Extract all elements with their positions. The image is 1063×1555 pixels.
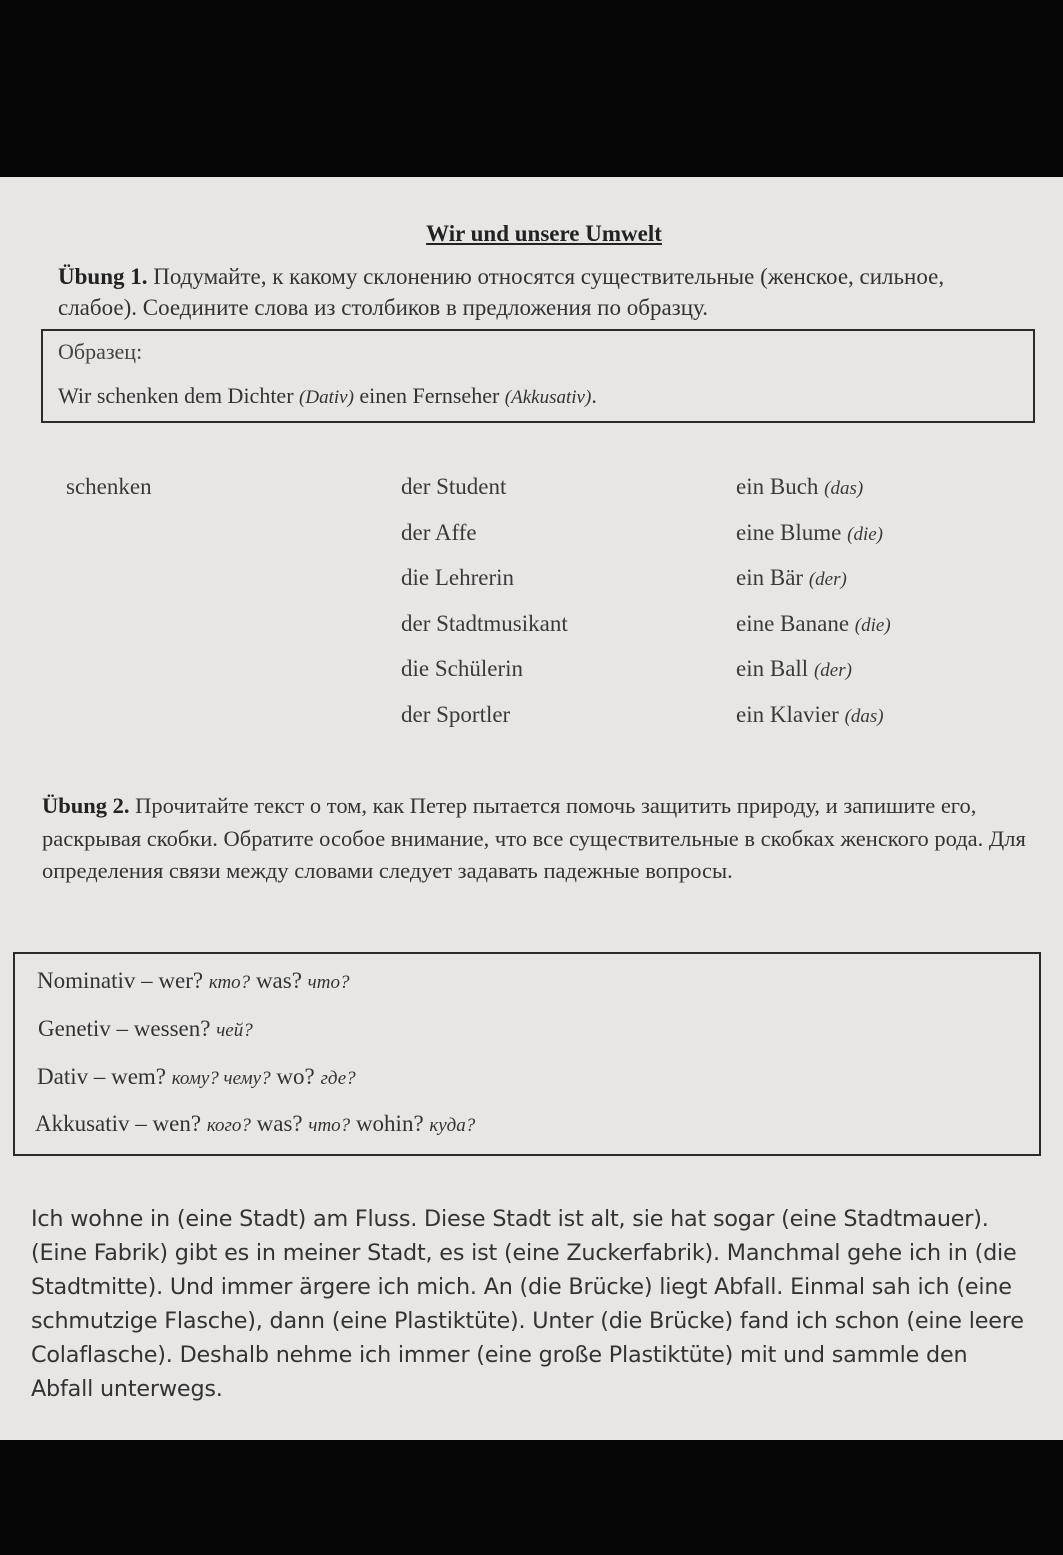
object-noun: ein Ball [736, 656, 809, 682]
case-text: Nominativ – wer? [37, 968, 209, 993]
persons-column [401, 464, 568, 738]
verb-column [66, 464, 152, 510]
object-gender: (die) [854, 614, 891, 636]
case-text: wo? [270, 1064, 321, 1089]
object-word [736, 646, 891, 692]
sample-box [41, 329, 1035, 423]
exercise-2-passage: Ich wohne in (eine Stadt) am Fluss. Diese Stadt ist alt, sie hat sogar (eine Stadtmauer). (Eine Fabrik) gibt es in meiner Stadt, es ist (eine Zuckerfabrik). Manchmal gehe ich in (die Stadtmitte). Und immer ärgere ich mich. An (die Brücke) liegt Abfall. Einmal sah ich (eine schmutzige Flasche), dann (eine Plastiktüte). Unter (die Brücke) fand ich schon (eine leere Colaflasche). Deshalb nehme ich immer (eine große Plastiktüte) mit und sammle den Abfall unterwegs. [31, 1206, 1024, 1402]
case-questions-box [13, 952, 1041, 1156]
page-title: Wir und unsere Umwelt [426, 221, 662, 246]
case-akkusativ [35, 1111, 475, 1137]
exercise-2-instruction [42, 790, 1032, 888]
sample-part: Wir schenken dem Dichter [58, 383, 300, 408]
case-text: Akkusativ – wen? [35, 1111, 207, 1136]
object-word [736, 510, 891, 556]
person-word: die Schülerin [401, 656, 523, 682]
case-question-ru: куда? [429, 1115, 476, 1136]
case-nominativ [37, 968, 349, 994]
case-text: was? [250, 968, 308, 993]
case-question-ru: где? [320, 1068, 356, 1089]
sample-label: Образец: [58, 339, 143, 364]
case-question-ru: что? [307, 972, 350, 993]
case-question-ru: что? [308, 1115, 351, 1136]
object-noun: eine Blume [736, 519, 842, 545]
person-word: der Stadtmusikant [401, 610, 568, 636]
sample-case-dativ: (Dativ) [299, 387, 354, 408]
object-noun: ein Klavier [736, 701, 839, 727]
exercise-1-instruction [58, 261, 1018, 323]
object-word [736, 555, 891, 601]
object-noun: ein Bär [736, 565, 804, 591]
case-question-ru: кто? [208, 972, 251, 993]
object-gender: (das) [844, 705, 884, 727]
exercise-2-heading: Übung 2. [42, 793, 130, 818]
object-gender: (das) [824, 478, 864, 499]
sample-case-akkusativ: (Akkusativ) [504, 387, 592, 408]
case-question-ru: кому? чему? [171, 1068, 271, 1089]
case-text: wohin? [350, 1111, 430, 1136]
person-word: der Student [401, 474, 507, 499]
sample-part: . [591, 383, 597, 408]
objects-column [736, 464, 891, 738]
sample-sentence [58, 383, 597, 409]
case-text: was? [250, 1111, 309, 1136]
object-gender: (der) [813, 660, 852, 682]
verb-word: schenken [66, 474, 152, 499]
worksheet-page [0, 177, 1063, 1440]
person-word: der Affe [401, 519, 477, 545]
exercise-2-text: Прочитайте текст о том, как Петер пытается помочь защитить природу, и запишите его, раскрывая скобки. Обратите особое внимание, что все существительные в скобках женского рода. Для определения связи между словами следует задавать падежные вопросы. [42, 793, 1026, 883]
object-word [736, 601, 891, 647]
object-gender: (die) [847, 523, 884, 545]
case-genetiv [38, 1016, 253, 1042]
object-gender: (der) [808, 569, 847, 591]
exercise-1-text: Подумайте, к какому склонению относятся существительные (женское, сильное, слабое). Соедините слова из столбиков в предложения по образцу. [58, 264, 945, 320]
object-noun: eine Banane [736, 610, 850, 636]
person-word: die Lehrerin [401, 565, 515, 591]
sample-part: einen Fernseher [353, 383, 505, 408]
person-word: der Sportler [401, 701, 511, 727]
case-question-ru: кого? [206, 1115, 251, 1136]
object-word [736, 692, 891, 738]
case-text: Dativ – wem? [37, 1064, 172, 1089]
object-noun: ein Buch [736, 474, 819, 499]
object-word [736, 464, 891, 510]
case-text: Genetiv – wessen? [38, 1016, 217, 1041]
case-question-ru: чей? [216, 1020, 253, 1041]
case-dativ [37, 1064, 356, 1090]
exercise-1-heading: Übung 1. [58, 264, 148, 289]
